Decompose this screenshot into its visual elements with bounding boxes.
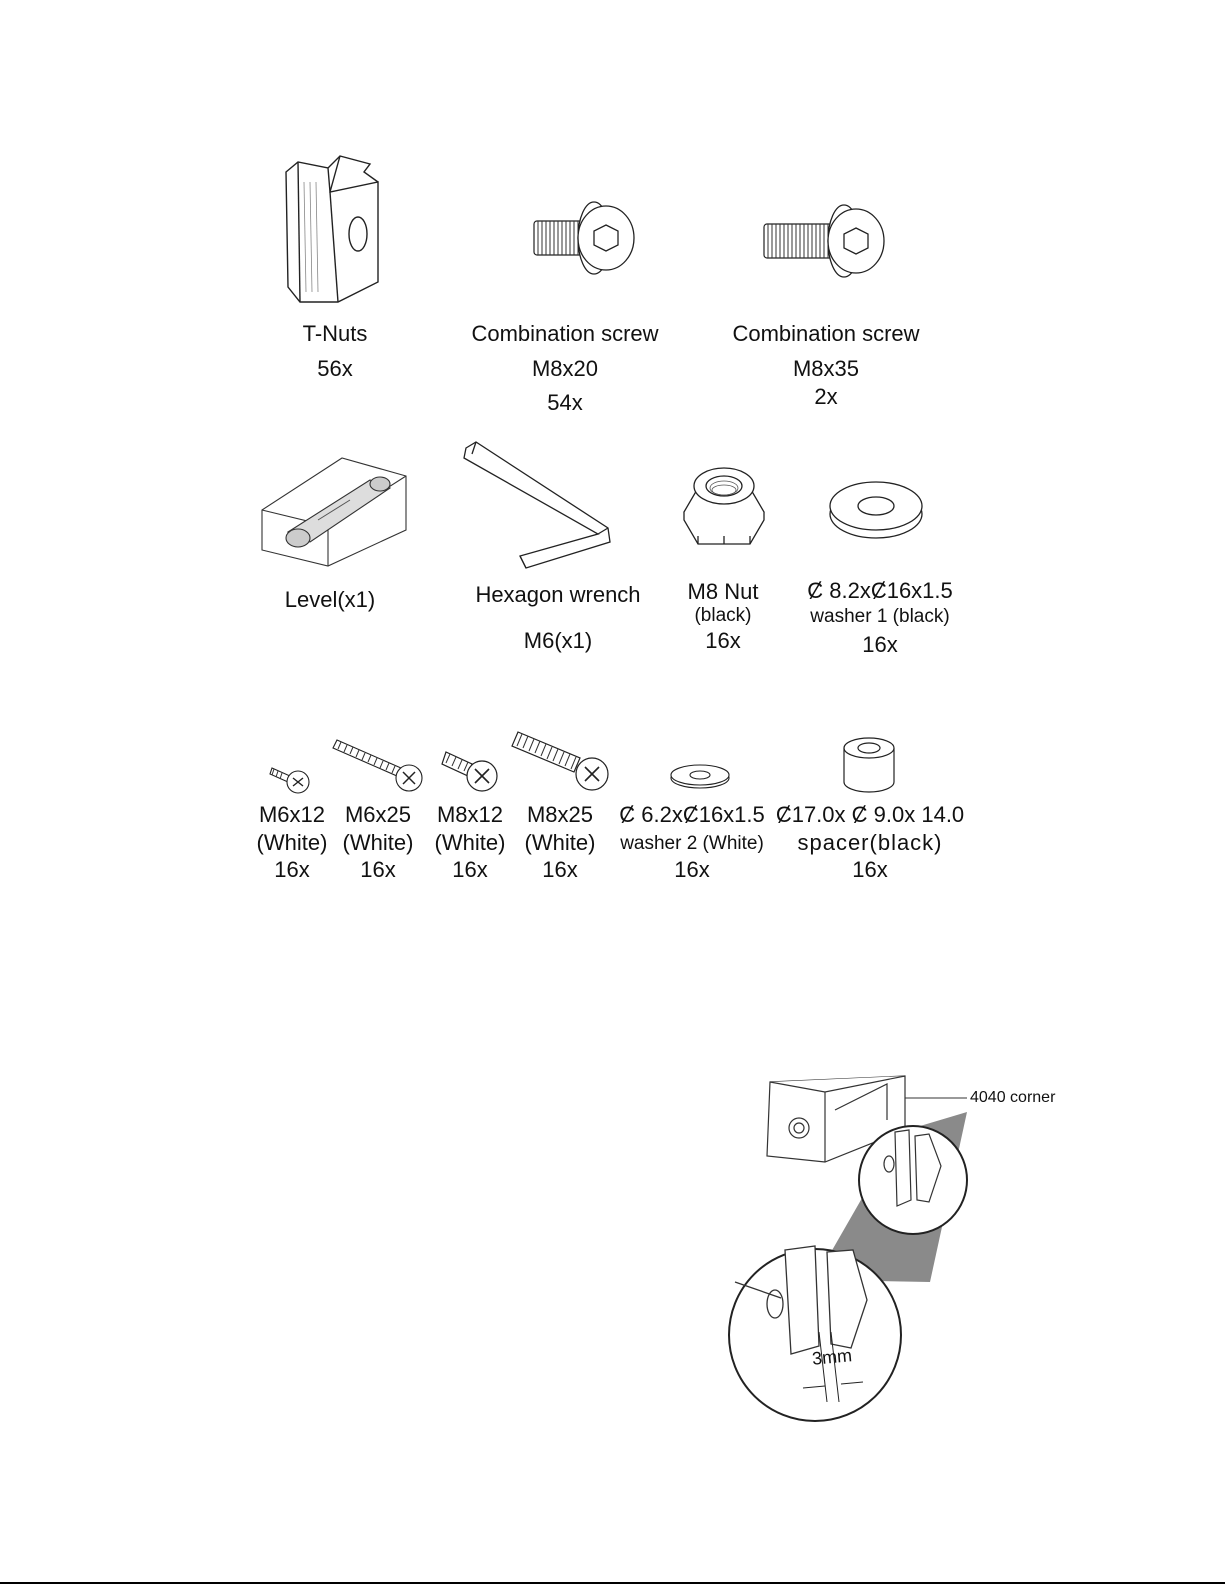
hex-wrench-name: Hexagon wrench [475,582,641,607]
t-nuts-qty: 56x [317,356,353,381]
washer-1-name: Ȼ 8.2xȻ16x1.5 [807,578,953,603]
m8-nut-name: M8 Nut [687,579,759,604]
m6x12-qty: 16x [274,857,310,882]
m6x12-spec: (White) [256,830,328,855]
spacer-illustration [840,734,898,794]
m8x12-spec: (White) [434,830,506,855]
washer-2-name: Ȼ 6.2xȻ16x1.5 [619,802,765,827]
m8-nut-spec: (black) [694,605,752,626]
m6x25-qty: 16x [360,857,396,882]
m6x25-spec: (White) [342,830,414,855]
corner-callout-label: 4040 corner [970,1089,1056,1106]
screw-m6x25-illustration [333,734,425,796]
hexagon-wrench-illustration [458,440,623,570]
hex-wrench-spec: M6(x1) [523,628,593,653]
screw-m6x12-illustration [268,760,312,796]
m8x25-qty: 16x [542,857,578,882]
m8x25-spec: (White) [524,830,596,855]
m8x12-name: M8x12 [436,802,504,827]
washer-1-illustration [826,474,926,540]
screw-m8x35-name: Combination screw [732,321,920,346]
m6x25-name: M6x25 [344,802,412,827]
screw-m8x20-name: Combination screw [471,321,659,346]
washer-2-spec: washer 2 (White) [620,833,764,854]
screw-m8x35-qty: 2x [814,384,838,409]
bottom-rule [0,1582,1225,1584]
combination-screw-m8x20-illustration [528,195,640,281]
m8-nut-illustration [676,460,772,550]
m8x12-qty: 16x [452,857,488,882]
screw-m8x20-spec: M8x20 [531,356,599,381]
washer-2-qty: 16x [674,857,710,882]
corner-detail-illustration [715,1070,1075,1425]
m6x12-name: M6x12 [258,802,326,827]
screw-m8x12-illustration [442,746,502,796]
level-illustration [258,450,408,570]
gap-dimension-label: 3mm [811,1345,853,1369]
screw-m8x20-qty: 54x [547,390,583,415]
screw-m8x35-spec: M8x35 [792,356,860,381]
t-nuts-name: T-Nuts [302,321,368,346]
m8-nut-qty: 16x [705,628,741,653]
combination-screw-m8x35-illustration [760,200,890,286]
t-nut-illustration [278,152,388,307]
spacer-name: Ȼ17.0x Ȼ 9.0x 14.0 [775,802,965,827]
spacer-qty: 16x [852,857,888,882]
spacer-spec: spacer(black) [797,830,943,855]
screw-m8x25-illustration [514,728,610,794]
washer-2-illustration [668,762,732,790]
level-name: Level(x1) [284,587,376,612]
washer-1-qty: 16x [862,632,898,657]
washer-1-spec: washer 1 (black) [810,606,950,627]
m8x25-name: M8x25 [526,802,594,827]
